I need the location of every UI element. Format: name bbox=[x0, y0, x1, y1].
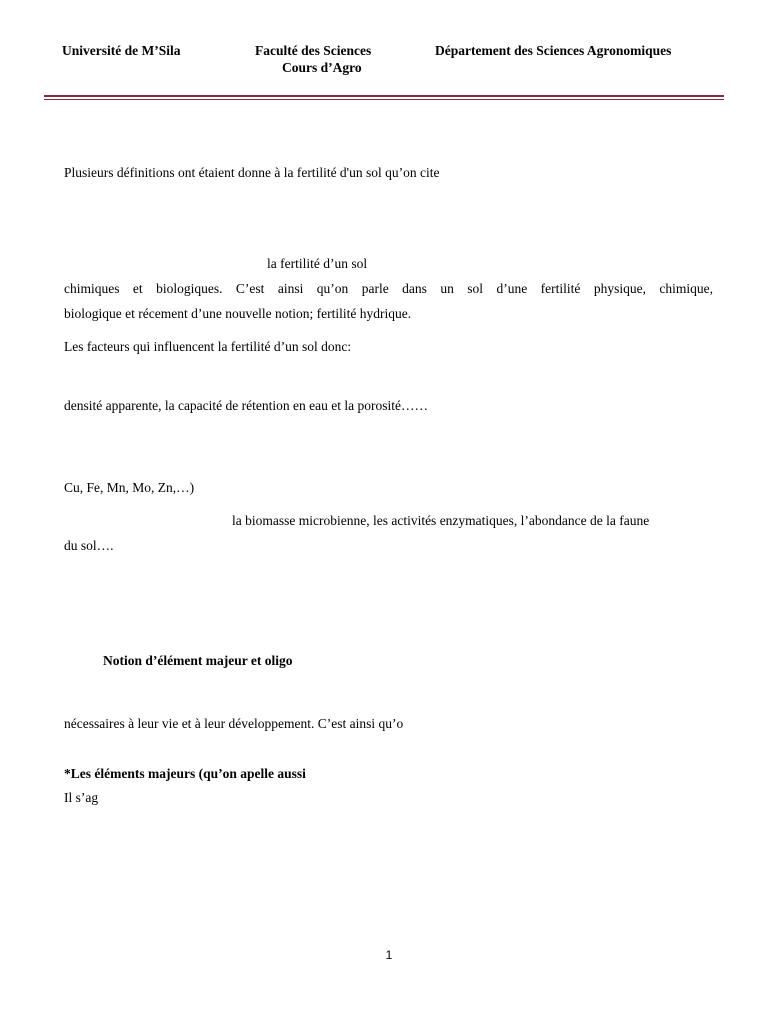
physical-factors-line: densité apparente, la capacité de rétention en eau et la porosité…… bbox=[64, 398, 428, 413]
header-rule-thick bbox=[44, 95, 724, 97]
paragraph-fertility-types-line-1: chimiques et biologiques. C’est ainsi qu’on parle dans un sol d’une fertilité physique, chimique, bbox=[64, 281, 713, 296]
header-rule-thin bbox=[44, 99, 724, 100]
section-heading-notion: Notion d’élément majeur et oligo bbox=[103, 653, 293, 668]
biological-factors-line: la biomasse microbienne, les activités enzymatiques, l’abondance de la faune bbox=[232, 513, 650, 528]
department-name: Département des Sciences Agronomiques bbox=[435, 43, 672, 58]
fertility-definition-fragment: la fertilité d’un sol bbox=[267, 256, 368, 271]
faculty-name: Faculté des Sciences bbox=[255, 43, 372, 58]
page-number: 1 bbox=[385, 948, 393, 962]
intro-line: Plusieurs définitions ont étaient donne à la fertilité d'un sol qu’on cite bbox=[64, 165, 440, 180]
necessary-elements-line: nécessaires à leur vie et à leur développement. C’est ainsi qu’o bbox=[64, 716, 404, 731]
course-title: Cours d’Agro bbox=[282, 60, 362, 75]
major-elements-line: Il s’ag bbox=[64, 790, 99, 805]
factors-line: Les facteurs qui influencent la fertilité d’un sol donc: bbox=[64, 339, 352, 354]
paragraph-fertility-types-line-2: biologique et récement d’une nouvelle notion; fertilité hydrique. bbox=[64, 306, 412, 321]
trace-elements-line: Cu, Fe, Mn, Mo, Zn,…) bbox=[64, 480, 195, 495]
biological-factors-line-end: du sol…. bbox=[64, 538, 114, 553]
major-elements-heading: *Les éléments majeurs (qu’on apelle aussi bbox=[64, 766, 306, 781]
university-name: Université de M’Sila bbox=[62, 43, 181, 58]
